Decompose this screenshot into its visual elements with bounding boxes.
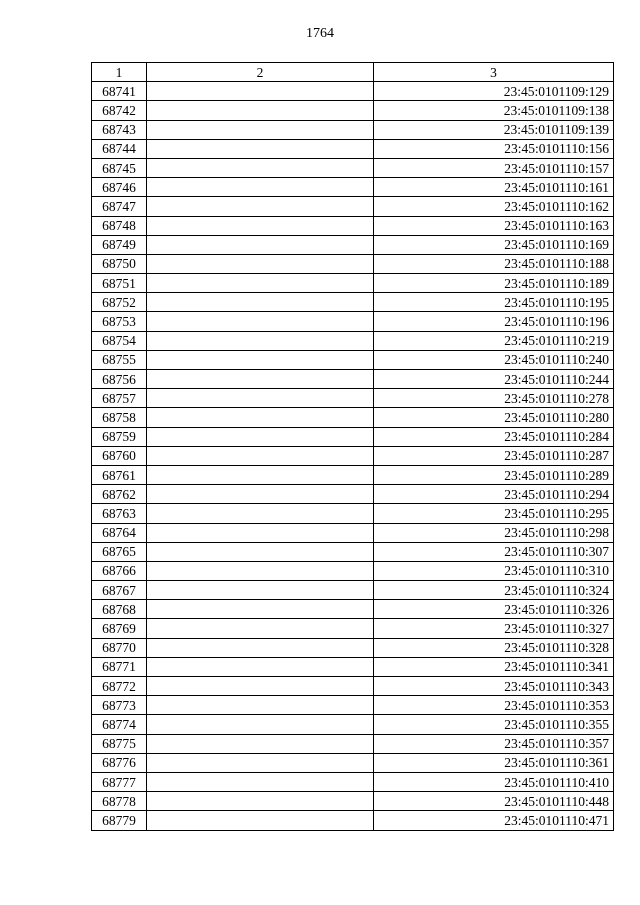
table-row (92, 581, 614, 600)
table-row (92, 158, 614, 177)
row-number-cell: 68774 (92, 715, 147, 734)
cadastral-number-cell: 23:45:0101110:157 (374, 158, 614, 177)
row-number-cell: 68750 (92, 254, 147, 273)
cadastral-number-cell: 23:45:0101110:471 (374, 811, 614, 830)
row-note-cell (147, 82, 374, 101)
cadastral-number-cell: 23:45:0101110:196 (374, 312, 614, 331)
table-row (92, 139, 614, 158)
row-number-cell: 68766 (92, 561, 147, 580)
cadastral-number-cell: 23:45:0101110:189 (374, 274, 614, 293)
row-number-cell: 68743 (92, 120, 147, 139)
row-number-cell: 68779 (92, 811, 147, 830)
row-number-cell: 68756 (92, 370, 147, 389)
table-row (92, 465, 614, 484)
column-header-1: 1 (92, 63, 147, 82)
cadastral-number-cell: 23:45:0101110:162 (374, 197, 614, 216)
row-number-cell: 68770 (92, 638, 147, 657)
row-note-cell (147, 427, 374, 446)
row-note-cell (147, 504, 374, 523)
row-note-cell (147, 254, 374, 273)
row-note-cell (147, 216, 374, 235)
row-number-cell: 68765 (92, 542, 147, 561)
row-number-cell: 68761 (92, 465, 147, 484)
cadastral-number-cell: 23:45:0101110:244 (374, 370, 614, 389)
row-number-cell: 68764 (92, 523, 147, 542)
row-note-cell (147, 677, 374, 696)
cadastral-number-cell: 23:45:0101109:129 (374, 82, 614, 101)
table-row (92, 677, 614, 696)
row-note-cell (147, 753, 374, 772)
row-number-cell: 68768 (92, 600, 147, 619)
table-row (92, 523, 614, 542)
row-note-cell (147, 120, 374, 139)
cadastral-number-cell: 23:45:0101110:280 (374, 408, 614, 427)
cadastral-number-cell: 23:45:0101110:289 (374, 465, 614, 484)
row-note-cell (147, 293, 374, 312)
cadastral-number-cell: 23:45:0101110:169 (374, 235, 614, 254)
table-row (92, 792, 614, 811)
row-note-cell (147, 600, 374, 619)
table-row (92, 504, 614, 523)
row-number-cell: 68778 (92, 792, 147, 811)
row-number-cell: 68776 (92, 753, 147, 772)
row-note-cell (147, 792, 374, 811)
table-row (92, 293, 614, 312)
row-note-cell (147, 581, 374, 600)
row-number-cell: 68754 (92, 331, 147, 350)
cadastral-number-cell: 23:45:0101110:295 (374, 504, 614, 523)
row-note-cell (147, 715, 374, 734)
table-row (92, 446, 614, 465)
row-number-cell: 68755 (92, 350, 147, 369)
table-row (92, 772, 614, 791)
table-row (92, 274, 614, 293)
row-number-cell: 68745 (92, 158, 147, 177)
table-row (92, 542, 614, 561)
cadastral-number-cell: 23:45:0101110:163 (374, 216, 614, 235)
table-row (92, 619, 614, 638)
cadastral-number-cell: 23:45:0101110:343 (374, 677, 614, 696)
table-row (92, 197, 614, 216)
row-note-cell (147, 446, 374, 465)
cadastral-number-cell: 23:45:0101110:353 (374, 696, 614, 715)
row-number-cell: 68749 (92, 235, 147, 254)
row-number-cell: 68746 (92, 178, 147, 197)
row-note-cell (147, 772, 374, 791)
cadastral-number-cell: 23:45:0101110:355 (374, 715, 614, 734)
row-note-cell (147, 370, 374, 389)
table-row (92, 734, 614, 753)
cadastral-number-cell: 23:45:0101110:310 (374, 561, 614, 580)
table-row (92, 811, 614, 830)
table-row (92, 312, 614, 331)
table-row (92, 408, 614, 427)
cadastral-number-cell: 23:45:0101110:156 (374, 139, 614, 158)
row-number-cell: 68767 (92, 581, 147, 600)
row-note-cell (147, 561, 374, 580)
row-number-cell: 68744 (92, 139, 147, 158)
table-header (92, 63, 614, 82)
table-row (92, 101, 614, 120)
table-row (92, 350, 614, 369)
row-note-cell (147, 235, 374, 254)
cadastral-number-cell: 23:45:0101110:327 (374, 619, 614, 638)
row-note-cell (147, 696, 374, 715)
row-note-cell (147, 465, 374, 484)
row-note-cell (147, 389, 374, 408)
cadastral-number-cell: 23:45:0101110:361 (374, 753, 614, 772)
row-number-cell: 68741 (92, 82, 147, 101)
cadastral-number-cell: 23:45:0101110:324 (374, 581, 614, 600)
row-number-cell: 68757 (92, 389, 147, 408)
row-note-cell (147, 542, 374, 561)
table-row (92, 427, 614, 446)
cadastral-number-cell: 23:45:0101109:138 (374, 101, 614, 120)
table-row (92, 600, 614, 619)
table-row (92, 657, 614, 676)
cadastral-number-cell: 23:45:0101110:341 (374, 657, 614, 676)
row-number-cell: 68772 (92, 677, 147, 696)
table-row (92, 82, 614, 101)
cadastral-number-cell: 23:45:0101110:219 (374, 331, 614, 350)
row-number-cell: 68752 (92, 293, 147, 312)
row-note-cell (147, 158, 374, 177)
row-note-cell (147, 331, 374, 350)
cadastral-number-cell: 23:45:0101110:448 (374, 792, 614, 811)
table-row (92, 235, 614, 254)
row-number-cell: 68751 (92, 274, 147, 293)
cadastral-number-cell: 23:45:0101109:139 (374, 120, 614, 139)
row-number-cell: 68753 (92, 312, 147, 331)
column-header-3: 3 (374, 63, 614, 82)
row-number-cell: 68763 (92, 504, 147, 523)
table-row (92, 696, 614, 715)
row-number-cell: 68762 (92, 485, 147, 504)
table-row (92, 178, 614, 197)
cadastral-number-cell: 23:45:0101110:357 (374, 734, 614, 753)
table-row (92, 370, 614, 389)
cadastral-number-cell: 23:45:0101110:326 (374, 600, 614, 619)
cadastral-number-cell: 23:45:0101110:278 (374, 389, 614, 408)
cadastral-number-cell: 23:45:0101110:410 (374, 772, 614, 791)
row-note-cell (147, 101, 374, 120)
row-note-cell (147, 811, 374, 830)
row-number-cell: 68747 (92, 197, 147, 216)
row-number-cell: 68775 (92, 734, 147, 753)
table-row (92, 216, 614, 235)
row-number-cell: 68777 (92, 772, 147, 791)
cadastral-number-cell: 23:45:0101110:294 (374, 485, 614, 504)
row-number-cell: 68742 (92, 101, 147, 120)
row-note-cell (147, 638, 374, 657)
row-note-cell (147, 274, 374, 293)
row-number-cell: 68771 (92, 657, 147, 676)
table-body (92, 82, 614, 830)
row-number-cell: 68760 (92, 446, 147, 465)
row-note-cell (147, 312, 374, 331)
row-note-cell (147, 485, 374, 504)
table-row (92, 389, 614, 408)
cadastral-number-cell: 23:45:0101110:240 (374, 350, 614, 369)
row-number-cell: 68759 (92, 427, 147, 446)
cadastral-number-cell: 23:45:0101110:284 (374, 427, 614, 446)
page-number: 1764 (306, 26, 334, 41)
table-row (92, 485, 614, 504)
row-note-cell (147, 619, 374, 638)
cadastral-number-cell: 23:45:0101110:307 (374, 542, 614, 561)
row-note-cell (147, 350, 374, 369)
cadastral-number-cell: 23:45:0101110:328 (374, 638, 614, 657)
cadastral-number-cell: 23:45:0101110:287 (374, 446, 614, 465)
cadastral-number-cell: 23:45:0101110:195 (374, 293, 614, 312)
row-note-cell (147, 523, 374, 542)
row-note-cell (147, 197, 374, 216)
row-number-cell: 68769 (92, 619, 147, 638)
row-note-cell (147, 408, 374, 427)
row-note-cell (147, 734, 374, 753)
table-row (92, 715, 614, 734)
header-row (92, 63, 614, 82)
row-note-cell (147, 178, 374, 197)
row-number-cell: 68758 (92, 408, 147, 427)
row-number-cell: 68748 (92, 216, 147, 235)
cadastral-number-cell: 23:45:0101110:161 (374, 178, 614, 197)
column-header-2: 2 (147, 63, 374, 82)
table-row (92, 331, 614, 350)
cadastral-number-cell: 23:45:0101110:298 (374, 523, 614, 542)
table-row (92, 120, 614, 139)
registry-table (91, 62, 614, 831)
table-row (92, 638, 614, 657)
table-row (92, 753, 614, 772)
row-note-cell (147, 139, 374, 158)
row-note-cell (147, 657, 374, 676)
table-row (92, 254, 614, 273)
table-row (92, 561, 614, 580)
cadastral-number-cell: 23:45:0101110:188 (374, 254, 614, 273)
row-number-cell: 68773 (92, 696, 147, 715)
